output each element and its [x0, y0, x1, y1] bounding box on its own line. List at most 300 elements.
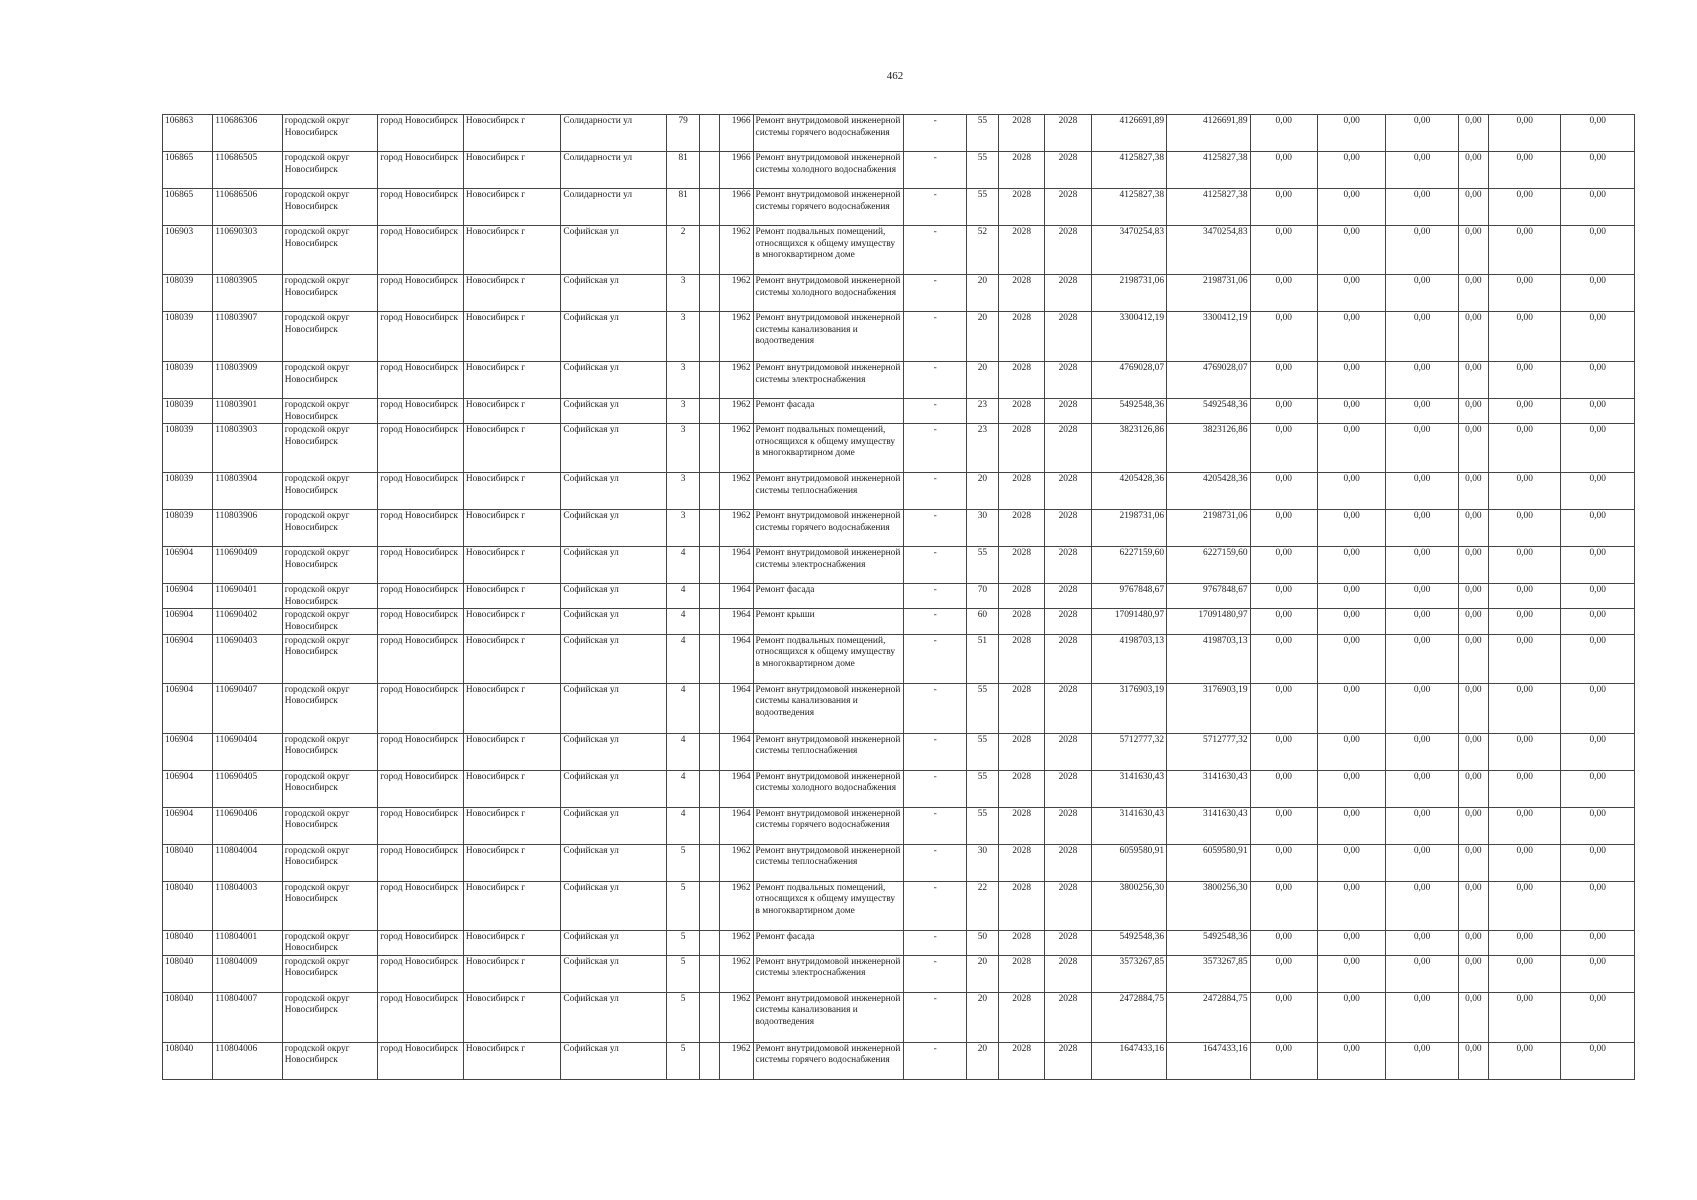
- work-type-cell: Ремонт внутридомовой инженерной системы холодного водоснабжения: [753, 152, 904, 189]
- work-type-cell: Ремонт внутридомовой инженерной системы электроснабжения: [753, 362, 904, 399]
- cost-cell: 5492548,36: [1091, 399, 1166, 424]
- settlement-cell: город Новосибирск: [378, 733, 464, 770]
- build-year-cell: 1964: [720, 770, 753, 807]
- fact-year-cell: 2028: [1045, 609, 1091, 634]
- amount-3-cell: 0,00: [1386, 362, 1458, 399]
- settlement-cell: город Новосибирск: [378, 584, 464, 609]
- table-row: [163, 399, 1635, 424]
- total-cost-cell: 4126691,89: [1167, 115, 1251, 152]
- record-id-cell: 106904: [163, 547, 213, 584]
- street-cell: Софийская ул: [561, 634, 667, 683]
- amount-5-cell: 0,00: [1488, 992, 1560, 1042]
- amount-1-cell: 0,00: [1250, 634, 1317, 683]
- amount-4-cell: 0,00: [1458, 473, 1488, 510]
- table-row: [163, 312, 1635, 362]
- city-cell: Новосибирск г: [463, 634, 561, 683]
- cost-cell: 3176903,19: [1091, 683, 1166, 733]
- amount-3-cell: 0,00: [1386, 584, 1458, 609]
- amount-4-cell: 0,00: [1458, 770, 1488, 807]
- city-cell: Новосибирск г: [463, 733, 561, 770]
- amount-4-cell: 0,00: [1458, 930, 1488, 955]
- settlement-cell: город Новосибирск: [378, 807, 464, 844]
- district-cell: городской округ Новосибирск: [282, 584, 378, 609]
- record-id-cell: 108039: [163, 510, 213, 547]
- plan-year-cell: 2028: [999, 226, 1045, 275]
- fact-year-cell: 2028: [1045, 881, 1091, 930]
- amount-1-cell: 0,00: [1250, 399, 1317, 424]
- dash-cell: -: [904, 844, 966, 881]
- amount-6-cell: 0,00: [1561, 930, 1635, 955]
- record-id-cell: 106904: [163, 770, 213, 807]
- amount-2-cell: 0,00: [1317, 510, 1385, 547]
- wear-percent-cell: 20: [966, 473, 998, 510]
- work-code-cell: 110686505: [213, 152, 282, 189]
- amount-3-cell: 0,00: [1386, 226, 1458, 275]
- wear-percent-cell: 30: [966, 844, 998, 881]
- dash-cell: -: [904, 634, 966, 683]
- dash-cell: -: [904, 189, 966, 226]
- empty-cell: [700, 770, 720, 807]
- work-code-cell: 110690402: [213, 609, 282, 634]
- amount-6-cell: 0,00: [1561, 992, 1635, 1042]
- work-code-cell: 110690404: [213, 733, 282, 770]
- cost-cell: 4198703,13: [1091, 634, 1166, 683]
- amount-1-cell: 0,00: [1250, 733, 1317, 770]
- total-cost-cell: 3141630,43: [1167, 770, 1251, 807]
- cost-cell: 3800256,30: [1091, 881, 1166, 930]
- build-year-cell: 1964: [720, 807, 753, 844]
- amount-1-cell: 0,00: [1250, 115, 1317, 152]
- cost-cell: 3141630,43: [1091, 807, 1166, 844]
- fact-year-cell: 2028: [1045, 399, 1091, 424]
- street-cell: Софийская ул: [561, 609, 667, 634]
- total-cost-cell: 3800256,30: [1167, 881, 1251, 930]
- wear-percent-cell: 20: [966, 992, 998, 1042]
- cost-cell: 2198731,06: [1091, 510, 1166, 547]
- cost-cell: 3300412,19: [1091, 312, 1166, 362]
- record-id-cell: 106904: [163, 733, 213, 770]
- district-cell: городской округ Новосибирск: [282, 955, 378, 992]
- record-id-cell: 108040: [163, 930, 213, 955]
- plan-year-cell: 2028: [999, 312, 1045, 362]
- amount-6-cell: 0,00: [1561, 510, 1635, 547]
- build-year-cell: 1962: [720, 510, 753, 547]
- plan-year-cell: 2028: [999, 955, 1045, 992]
- amount-1-cell: 0,00: [1250, 844, 1317, 881]
- cost-cell: 5712777,32: [1091, 733, 1166, 770]
- amount-1-cell: 0,00: [1250, 275, 1317, 312]
- fact-year-cell: 2028: [1045, 473, 1091, 510]
- work-type-cell: Ремонт внутридомовой инженерной системы теплоснабжения: [753, 733, 904, 770]
- district-cell: городской округ Новосибирск: [282, 881, 378, 930]
- house-number-cell: 5: [667, 881, 700, 930]
- fact-year-cell: 2028: [1045, 362, 1091, 399]
- amount-2-cell: 0,00: [1317, 189, 1385, 226]
- amount-6-cell: 0,00: [1561, 275, 1635, 312]
- amount-4-cell: 0,00: [1458, 399, 1488, 424]
- work-code-cell: 110690406: [213, 807, 282, 844]
- amount-6-cell: 0,00: [1561, 399, 1635, 424]
- total-cost-cell: 3470254,83: [1167, 226, 1251, 275]
- work-code-cell: 110803901: [213, 399, 282, 424]
- total-cost-cell: 3141630,43: [1167, 807, 1251, 844]
- total-cost-cell: 9767848,67: [1167, 584, 1251, 609]
- amount-1-cell: 0,00: [1250, 189, 1317, 226]
- settlement-cell: город Новосибирск: [378, 362, 464, 399]
- record-id-cell: 106903: [163, 226, 213, 275]
- amount-5-cell: 0,00: [1488, 275, 1560, 312]
- wear-percent-cell: 55: [966, 807, 998, 844]
- city-cell: Новосибирск г: [463, 510, 561, 547]
- record-id-cell: 108040: [163, 844, 213, 881]
- record-id-cell: 108040: [163, 955, 213, 992]
- amount-1-cell: 0,00: [1250, 510, 1317, 547]
- amount-3-cell: 0,00: [1386, 683, 1458, 733]
- settlement-cell: город Новосибирск: [378, 683, 464, 733]
- plan-year-cell: 2028: [999, 770, 1045, 807]
- amount-1-cell: 0,00: [1250, 152, 1317, 189]
- dash-cell: -: [904, 115, 966, 152]
- house-number-cell: 4: [667, 547, 700, 584]
- amount-2-cell: 0,00: [1317, 955, 1385, 992]
- wear-percent-cell: 23: [966, 399, 998, 424]
- cost-cell: 2198731,06: [1091, 275, 1166, 312]
- dash-cell: -: [904, 473, 966, 510]
- work-type-cell: Ремонт крыши: [753, 609, 904, 634]
- work-type-cell: Ремонт внутридомовой инженерной системы холодного водоснабжения: [753, 770, 904, 807]
- settlement-cell: город Новосибирск: [378, 609, 464, 634]
- amount-2-cell: 0,00: [1317, 362, 1385, 399]
- build-year-cell: 1962: [720, 312, 753, 362]
- amount-3-cell: 0,00: [1386, 510, 1458, 547]
- district-cell: городской округ Новосибирск: [282, 1042, 378, 1079]
- amount-5-cell: 0,00: [1488, 510, 1560, 547]
- plan-year-cell: 2028: [999, 362, 1045, 399]
- amount-5-cell: 0,00: [1488, 399, 1560, 424]
- build-year-cell: 1966: [720, 152, 753, 189]
- settlement-cell: город Новосибирск: [378, 473, 464, 510]
- dash-cell: -: [904, 733, 966, 770]
- wear-percent-cell: 22: [966, 881, 998, 930]
- amount-3-cell: 0,00: [1386, 189, 1458, 226]
- amount-3-cell: 0,00: [1386, 152, 1458, 189]
- city-cell: Новосибирск г: [463, 584, 561, 609]
- empty-cell: [700, 609, 720, 634]
- amount-5-cell: 0,00: [1488, 609, 1560, 634]
- city-cell: Новосибирск г: [463, 1042, 561, 1079]
- amount-3-cell: 0,00: [1386, 424, 1458, 473]
- dash-cell: -: [904, 152, 966, 189]
- dash-cell: -: [904, 930, 966, 955]
- empty-cell: [700, 362, 720, 399]
- street-cell: Софийская ул: [561, 683, 667, 733]
- amount-2-cell: 0,00: [1317, 152, 1385, 189]
- house-number-cell: 3: [667, 510, 700, 547]
- amount-3-cell: 0,00: [1386, 473, 1458, 510]
- wear-percent-cell: 20: [966, 362, 998, 399]
- amount-1-cell: 0,00: [1250, 807, 1317, 844]
- plan-year-cell: 2028: [999, 424, 1045, 473]
- table-row: [163, 424, 1635, 473]
- amount-3-cell: 0,00: [1386, 881, 1458, 930]
- city-cell: Новосибирск г: [463, 473, 561, 510]
- amount-6-cell: 0,00: [1561, 424, 1635, 473]
- amount-4-cell: 0,00: [1458, 226, 1488, 275]
- total-cost-cell: 5492548,36: [1167, 399, 1251, 424]
- work-code-cell: 110804007: [213, 992, 282, 1042]
- amount-2-cell: 0,00: [1317, 547, 1385, 584]
- city-cell: Новосибирск г: [463, 189, 561, 226]
- record-id-cell: 106904: [163, 584, 213, 609]
- amount-5-cell: 0,00: [1488, 683, 1560, 733]
- total-cost-cell: 4125827,38: [1167, 152, 1251, 189]
- wear-percent-cell: 20: [966, 275, 998, 312]
- total-cost-cell: 6227159,60: [1167, 547, 1251, 584]
- amount-5-cell: 0,00: [1488, 807, 1560, 844]
- amount-6-cell: 0,00: [1561, 634, 1635, 683]
- fact-year-cell: 2028: [1045, 955, 1091, 992]
- plan-year-cell: 2028: [999, 399, 1045, 424]
- house-number-cell: 4: [667, 807, 700, 844]
- district-cell: городской округ Новосибирск: [282, 473, 378, 510]
- amount-4-cell: 0,00: [1458, 115, 1488, 152]
- work-code-cell: 110803903: [213, 424, 282, 473]
- wear-percent-cell: 30: [966, 510, 998, 547]
- wear-percent-cell: 55: [966, 733, 998, 770]
- amount-5-cell: 0,00: [1488, 584, 1560, 609]
- city-cell: Новосибирск г: [463, 424, 561, 473]
- work-type-cell: Ремонт внутридомовой инженерной системы канализования и водоотведения: [753, 992, 904, 1042]
- city-cell: Новосибирск г: [463, 362, 561, 399]
- table-row: [163, 955, 1635, 992]
- plan-year-cell: 2028: [999, 584, 1045, 609]
- total-cost-cell: 1647433,16: [1167, 1042, 1251, 1079]
- work-type-cell: Ремонт фасада: [753, 930, 904, 955]
- work-code-cell: 110804004: [213, 844, 282, 881]
- street-cell: Софийская ул: [561, 275, 667, 312]
- amount-2-cell: 0,00: [1317, 399, 1385, 424]
- street-cell: Софийская ул: [561, 844, 667, 881]
- plan-year-cell: 2028: [999, 683, 1045, 733]
- city-cell: Новосибирск г: [463, 609, 561, 634]
- empty-cell: [700, 584, 720, 609]
- record-id-cell: 108039: [163, 473, 213, 510]
- amount-1-cell: 0,00: [1250, 424, 1317, 473]
- amount-6-cell: 0,00: [1561, 733, 1635, 770]
- cost-cell: 4125827,38: [1091, 189, 1166, 226]
- empty-cell: [700, 473, 720, 510]
- table-row: [163, 362, 1635, 399]
- dash-cell: -: [904, 807, 966, 844]
- table-row: [163, 634, 1635, 683]
- district-cell: городской округ Новосибирск: [282, 992, 378, 1042]
- amount-4-cell: 0,00: [1458, 1042, 1488, 1079]
- empty-cell: [700, 807, 720, 844]
- amount-5-cell: 0,00: [1488, 189, 1560, 226]
- settlement-cell: город Новосибирск: [378, 275, 464, 312]
- amount-1-cell: 0,00: [1250, 1042, 1317, 1079]
- record-id-cell: 106904: [163, 807, 213, 844]
- amount-2-cell: 0,00: [1317, 930, 1385, 955]
- fact-year-cell: 2028: [1045, 770, 1091, 807]
- city-cell: Новосибирск г: [463, 547, 561, 584]
- fact-year-cell: 2028: [1045, 683, 1091, 733]
- amount-3-cell: 0,00: [1386, 312, 1458, 362]
- record-id-cell: 106904: [163, 634, 213, 683]
- settlement-cell: город Новосибирск: [378, 955, 464, 992]
- house-number-cell: 3: [667, 424, 700, 473]
- work-type-cell: Ремонт внутридомовой инженерной системы канализования и водоотведения: [753, 683, 904, 733]
- district-cell: городской округ Новосибирск: [282, 930, 378, 955]
- amount-6-cell: 0,00: [1561, 362, 1635, 399]
- settlement-cell: город Новосибирск: [378, 770, 464, 807]
- dash-cell: -: [904, 609, 966, 634]
- wear-percent-cell: 60: [966, 609, 998, 634]
- city-cell: Новосибирск г: [463, 881, 561, 930]
- street-cell: Софийская ул: [561, 955, 667, 992]
- work-type-cell: Ремонт подвальных помещений, относящихся к общему имуществу в многоквартирном доме: [753, 226, 904, 275]
- district-cell: городской округ Новосибирск: [282, 683, 378, 733]
- street-cell: Софийская ул: [561, 510, 667, 547]
- table-body: [163, 115, 1635, 1080]
- amount-3-cell: 0,00: [1386, 547, 1458, 584]
- wear-percent-cell: 55: [966, 770, 998, 807]
- amount-3-cell: 0,00: [1386, 1042, 1458, 1079]
- city-cell: Новосибирск г: [463, 399, 561, 424]
- district-cell: городской округ Новосибирск: [282, 733, 378, 770]
- cost-cell: 3141630,43: [1091, 770, 1166, 807]
- amount-5-cell: 0,00: [1488, 770, 1560, 807]
- record-id-cell: 108039: [163, 399, 213, 424]
- amount-2-cell: 0,00: [1317, 683, 1385, 733]
- amount-1-cell: 0,00: [1250, 362, 1317, 399]
- house-number-cell: 5: [667, 844, 700, 881]
- fact-year-cell: 2028: [1045, 226, 1091, 275]
- record-id-cell: 106904: [163, 609, 213, 634]
- amount-2-cell: 0,00: [1317, 424, 1385, 473]
- amount-2-cell: 0,00: [1317, 881, 1385, 930]
- amount-1-cell: 0,00: [1250, 226, 1317, 275]
- street-cell: Софийская ул: [561, 807, 667, 844]
- wear-percent-cell: 52: [966, 226, 998, 275]
- district-cell: городской округ Новосибирск: [282, 770, 378, 807]
- build-year-cell: 1964: [720, 547, 753, 584]
- house-number-cell: 4: [667, 634, 700, 683]
- work-code-cell: 110690303: [213, 226, 282, 275]
- amount-4-cell: 0,00: [1458, 584, 1488, 609]
- table-row: [163, 770, 1635, 807]
- work-type-cell: Ремонт внутридомовой инженерной системы теплоснабжения: [753, 844, 904, 881]
- fact-year-cell: 2028: [1045, 733, 1091, 770]
- amount-5-cell: 0,00: [1488, 115, 1560, 152]
- table-row: [163, 881, 1635, 930]
- dash-cell: -: [904, 683, 966, 733]
- table-row: [163, 807, 1635, 844]
- house-number-cell: 5: [667, 955, 700, 992]
- amount-1-cell: 0,00: [1250, 584, 1317, 609]
- plan-year-cell: 2028: [999, 930, 1045, 955]
- house-number-cell: 5: [667, 1042, 700, 1079]
- build-year-cell: 1962: [720, 1042, 753, 1079]
- city-cell: Новосибирск г: [463, 807, 561, 844]
- empty-cell: [700, 844, 720, 881]
- page-number: 462: [886, 70, 904, 82]
- district-cell: городской округ Новосибирск: [282, 399, 378, 424]
- cost-cell: 4769028,07: [1091, 362, 1166, 399]
- plan-year-cell: 2028: [999, 473, 1045, 510]
- dash-cell: -: [904, 881, 966, 930]
- amount-2-cell: 0,00: [1317, 312, 1385, 362]
- fact-year-cell: 2028: [1045, 807, 1091, 844]
- record-id-cell: 108039: [163, 312, 213, 362]
- street-cell: Софийская ул: [561, 881, 667, 930]
- work-code-cell: 110803904: [213, 473, 282, 510]
- city-cell: Новосибирск г: [463, 226, 561, 275]
- amount-2-cell: 0,00: [1317, 807, 1385, 844]
- fact-year-cell: 2028: [1045, 152, 1091, 189]
- empty-cell: [700, 683, 720, 733]
- cost-cell: 3470254,83: [1091, 226, 1166, 275]
- empty-cell: [700, 634, 720, 683]
- total-cost-cell: 2472884,75: [1167, 992, 1251, 1042]
- build-year-cell: 1962: [720, 226, 753, 275]
- district-cell: городской округ Новосибирск: [282, 424, 378, 473]
- plan-year-cell: 2028: [999, 881, 1045, 930]
- work-code-cell: 110803905: [213, 275, 282, 312]
- amount-5-cell: 0,00: [1488, 424, 1560, 473]
- empty-cell: [700, 424, 720, 473]
- plan-year-cell: 2028: [999, 275, 1045, 312]
- cost-cell: 2472884,75: [1091, 992, 1166, 1042]
- house-number-cell: 79: [667, 115, 700, 152]
- build-year-cell: 1962: [720, 955, 753, 992]
- build-year-cell: 1966: [720, 189, 753, 226]
- settlement-cell: город Новосибирск: [378, 1042, 464, 1079]
- amount-2-cell: 0,00: [1317, 844, 1385, 881]
- amount-5-cell: 0,00: [1488, 152, 1560, 189]
- dash-cell: -: [904, 992, 966, 1042]
- total-cost-cell: 4125827,38: [1167, 189, 1251, 226]
- amount-6-cell: 0,00: [1561, 770, 1635, 807]
- plan-year-cell: 2028: [999, 1042, 1045, 1079]
- amount-4-cell: 0,00: [1458, 510, 1488, 547]
- amount-3-cell: 0,00: [1386, 770, 1458, 807]
- settlement-cell: город Новосибирск: [378, 844, 464, 881]
- build-year-cell: 1962: [720, 473, 753, 510]
- amount-5-cell: 0,00: [1488, 634, 1560, 683]
- amount-4-cell: 0,00: [1458, 683, 1488, 733]
- cost-cell: 1647433,16: [1091, 1042, 1166, 1079]
- plan-year-cell: 2028: [999, 609, 1045, 634]
- amount-5-cell: 0,00: [1488, 362, 1560, 399]
- settlement-cell: город Новосибирск: [378, 992, 464, 1042]
- wear-percent-cell: 55: [966, 115, 998, 152]
- settlement-cell: город Новосибирск: [378, 189, 464, 226]
- amount-6-cell: 0,00: [1561, 955, 1635, 992]
- fact-year-cell: 2028: [1045, 992, 1091, 1042]
- table-row: [163, 584, 1635, 609]
- city-cell: Новосибирск г: [463, 992, 561, 1042]
- street-cell: Софийская ул: [561, 547, 667, 584]
- dash-cell: -: [904, 547, 966, 584]
- amount-3-cell: 0,00: [1386, 634, 1458, 683]
- amount-1-cell: 0,00: [1250, 312, 1317, 362]
- cost-cell: 4126691,89: [1091, 115, 1166, 152]
- amount-3-cell: 0,00: [1386, 115, 1458, 152]
- house-number-cell: 3: [667, 275, 700, 312]
- city-cell: Новосибирск г: [463, 312, 561, 362]
- work-type-cell: Ремонт внутридомовой инженерной системы электроснабжения: [753, 955, 904, 992]
